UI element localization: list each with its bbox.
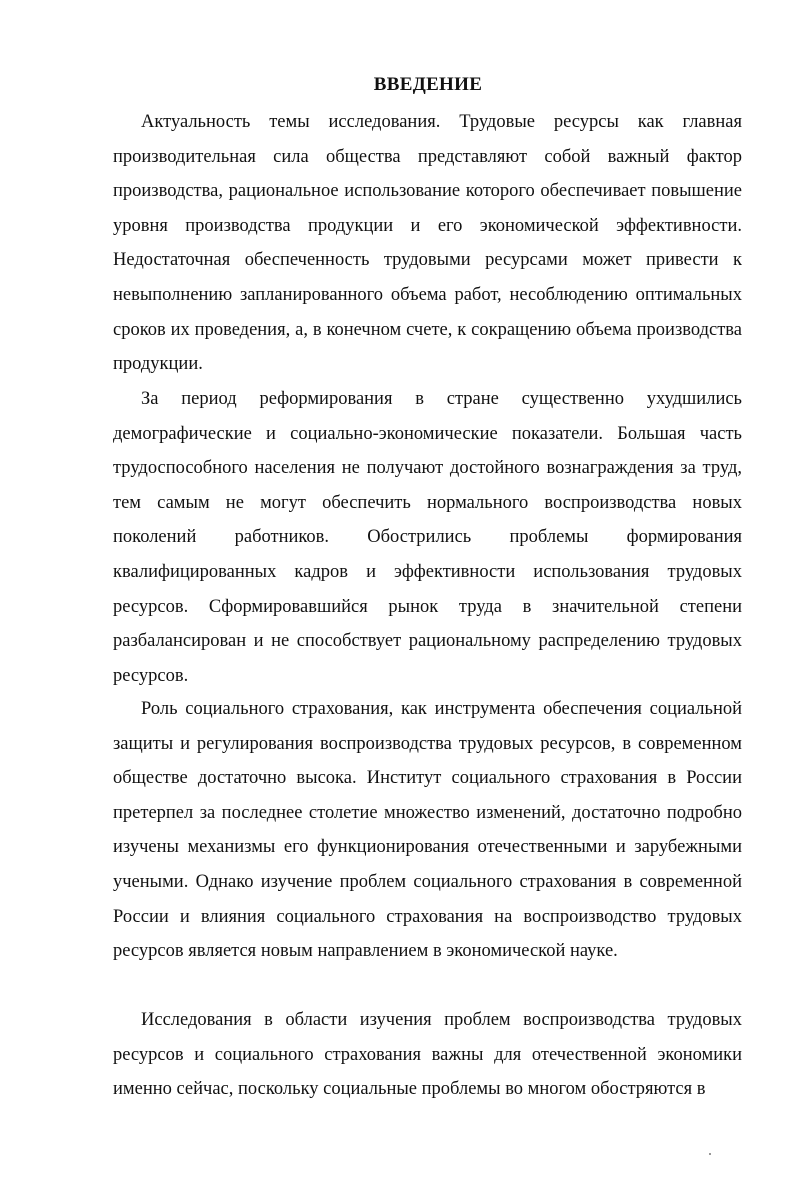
section-title: ВВЕДЕНИЕ (373, 74, 483, 95)
paragraph-reform-period: За период реформирования в стране существенно ухудшились демографические и социально-экономические показатели. Большая часть трудоспособного населения не получают достойного вознаграждения за труд, тем самым не могут обеспечить нормального воспроизводства новых поколений работников. Обострились проблемы формирования квалифицированных кадров и эффективности использования трудовых ресурсов. Сформировавшийся рынок труда в значительной степени разбалансирован и не способствует рациональному распределению трудовых ресурсов. (113, 389, 742, 686)
scan-speck (709, 1153, 711, 1155)
paragraph-relevance: Актуальность темы исследования. Трудовые ресурсы как главная производительная сила общества представляют собой важный фактор производства, рациональное использование которого обеспечивает повышение уровня производства продукции и его экономической эффективности. Недостаточная обеспеченность трудовыми ресурсами может привести к невыполнению запланированного объема работ, несоблюдению оптимальных сроков их проведения, а, в конечном счете, к сокращению объема производства продукции. (113, 112, 742, 375)
paragraph-social-insurance-role: Роль социального страхования, как инструмента обеспечения социальной защиты и регулирования воспроизводства трудовых ресурсов, в современном обществе достаточно высока. Институт социального страхования в России претерпел за последнее столетие множество изменений, достаточно подробно изучены механизмы его функционирования отечественными и зарубежными учеными. Однако изучение проблем социального страхования в современной России и влияния социального страхования на воспроизводство трудовых ресурсов является новым направлением в экономической науке. (113, 699, 742, 962)
paragraph-research-importance: Исследования в области изучения проблем воспроизводства трудовых ресурсов и социального страхования важны для отечественной экономики именно сейчас, поскольку социальные проблемы во многом обостряются в (113, 1010, 742, 1100)
